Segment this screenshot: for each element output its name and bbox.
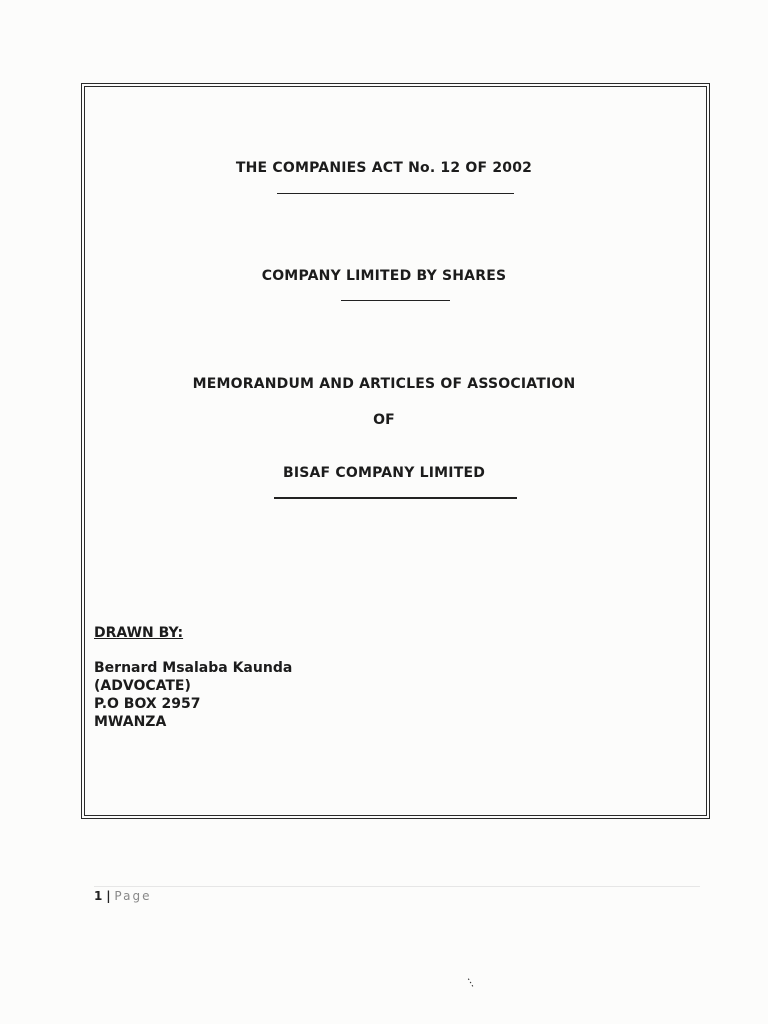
drawn-by-label: DRAWN BY: xyxy=(94,625,184,641)
scan-speck-mark: ⋮ xyxy=(462,974,479,991)
footer-divider xyxy=(94,886,700,887)
page-number: 1 xyxy=(94,889,103,903)
author-block xyxy=(94,659,292,731)
author-title: (ADVOCATE) xyxy=(94,678,191,694)
company-name-underline xyxy=(274,497,517,499)
author-po-box: P.O BOX 2957 xyxy=(94,696,201,712)
page-separator: | xyxy=(106,889,111,903)
company-type-underline xyxy=(341,300,450,301)
page-label: Page xyxy=(114,889,152,903)
company-type-heading: COMPANY LIMITED BY SHARES xyxy=(261,268,507,284)
act-title-underline xyxy=(277,193,514,194)
of-label: OF xyxy=(373,412,395,428)
page-footer xyxy=(94,889,151,903)
author-city: MWANZA xyxy=(94,714,167,730)
memorandum-title: MEMORANDUM AND ARTICLES OF ASSOCIATION xyxy=(192,376,576,392)
author-name: Bernard Msalaba Kaunda xyxy=(94,660,293,676)
company-name: BISAF COMPANY LIMITED xyxy=(282,465,486,481)
act-title: THE COMPANIES ACT No. 12 OF 2002 xyxy=(235,160,533,176)
